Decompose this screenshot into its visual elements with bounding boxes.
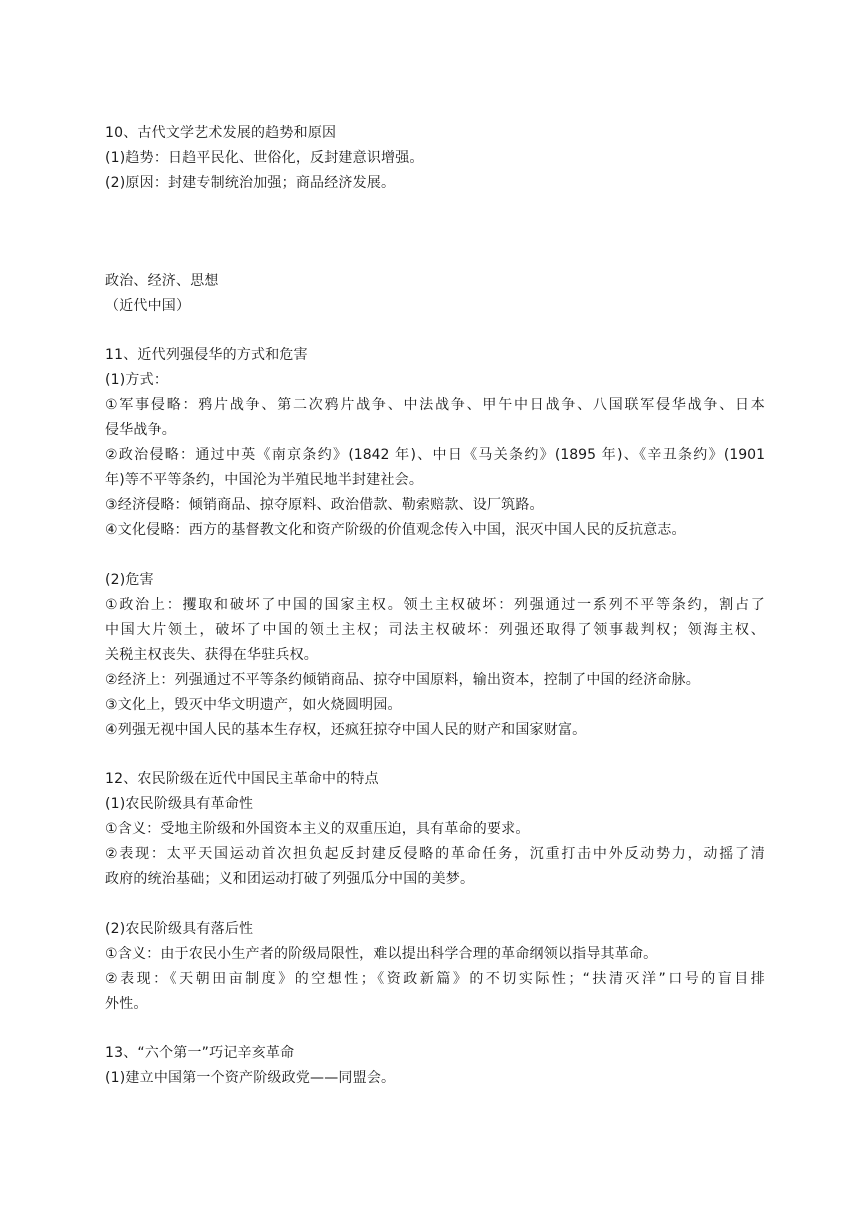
text-line: (1)趋势：日趋平民化、世俗化，反封建意识增强。 — [105, 150, 424, 166]
text-line: 政府的统治基础；义和团运动打破了列强瓜分中国的美梦。 — [105, 871, 475, 887]
text-line: 中国大片领土，破坏了中国的领土主权；司法主权破坏：列强还取得了领事裁判权；领海主权、 — [105, 622, 765, 638]
text-line: 关税主权丧失、获得在华驻兵权。 — [105, 647, 318, 663]
text-line: 侵华战争。 — [105, 422, 176, 438]
text-line: (2)原因：封建专制统治加强；商品经济发展。 — [105, 175, 396, 191]
text-line: (2)农民阶级具有落后性 — [105, 921, 254, 937]
text-line: ③文化上，毁灭中华文明遗产，如火烧圆明园。 — [105, 697, 402, 713]
text-line: ③经济侵略：倾销商品、掠夺原料、政治借款、勒索赔款、设厂筑路。 — [105, 497, 544, 513]
heading-11: 11、近代列强侵华的方式和危害 — [105, 347, 308, 363]
text-line: ②经济上：列强通过不平等条约倾销商品、掠夺中国原料，输出资本，控制了中国的经济命脉。 — [105, 672, 700, 688]
text-line: (1)方式： — [105, 372, 169, 388]
text-line: 外性。 — [105, 996, 148, 1012]
heading-12: 12、农民阶级在近代中国民主革命中的特点 — [105, 771, 379, 787]
text-line: ①政治上：攫取和破坏了中国的国家主权。领土主权破坏：列强通过一系列不平等条约，割占了 — [105, 597, 765, 613]
text-line: (1)农民阶级具有革命性 — [105, 796, 254, 812]
text-line: ①军事侵略：鸦片战争、第二次鸦片战争、中法战争、甲午中日战争、八国联军侵华战争、日本 — [105, 397, 765, 413]
section-subtitle: （近代中国） — [105, 298, 191, 314]
text-line: ①含义：受地主阶级和外国资本主义的双重压迫，具有革命的要求。 — [105, 821, 530, 837]
text-line: ①含义：由于农民小生产者的阶级局限性，难以提出科学合理的革命纲领以指导其革命。 — [105, 946, 658, 962]
text-line: ②表现：《天朝田亩制度》的空想性；《资政新篇》的不切实际性；“扶清灭洋”口号的盲目排 — [105, 971, 765, 987]
heading-13: 13、“六个第一”巧记辛亥革命 — [105, 1045, 295, 1061]
text-line: 年)等不平等条约，中国沦为半殖民地半封建社会。 — [105, 472, 424, 488]
text-line: ②政治侵略：通过中英《南京条约》(1842 年)、中日《马关条约》(1895 年)、《辛丑条约》(1901 — [105, 447, 765, 463]
text-line: ④文化侵略：西方的基督教文化和资产阶级的价值观念传入中国，泯灭中国人民的反抗意志。 — [105, 522, 686, 538]
section-title: 政治、经济、思想 — [105, 273, 219, 289]
text-line: (2)危害 — [105, 572, 154, 588]
text-line: (1)建立中国第一个资产阶级政党——同盟会。 — [105, 1070, 396, 1086]
heading-10: 10、古代文学艺术发展的趋势和原因 — [105, 125, 337, 141]
text-line: ④列强无视中国人民的基本生存权，还疯狂掠夺中国人民的财产和国家财富。 — [105, 722, 587, 738]
text-line: ②表现：太平天国运动首次担负起反封建反侵略的革命任务，沉重打击中外反动势力，动摇了清 — [105, 846, 765, 862]
